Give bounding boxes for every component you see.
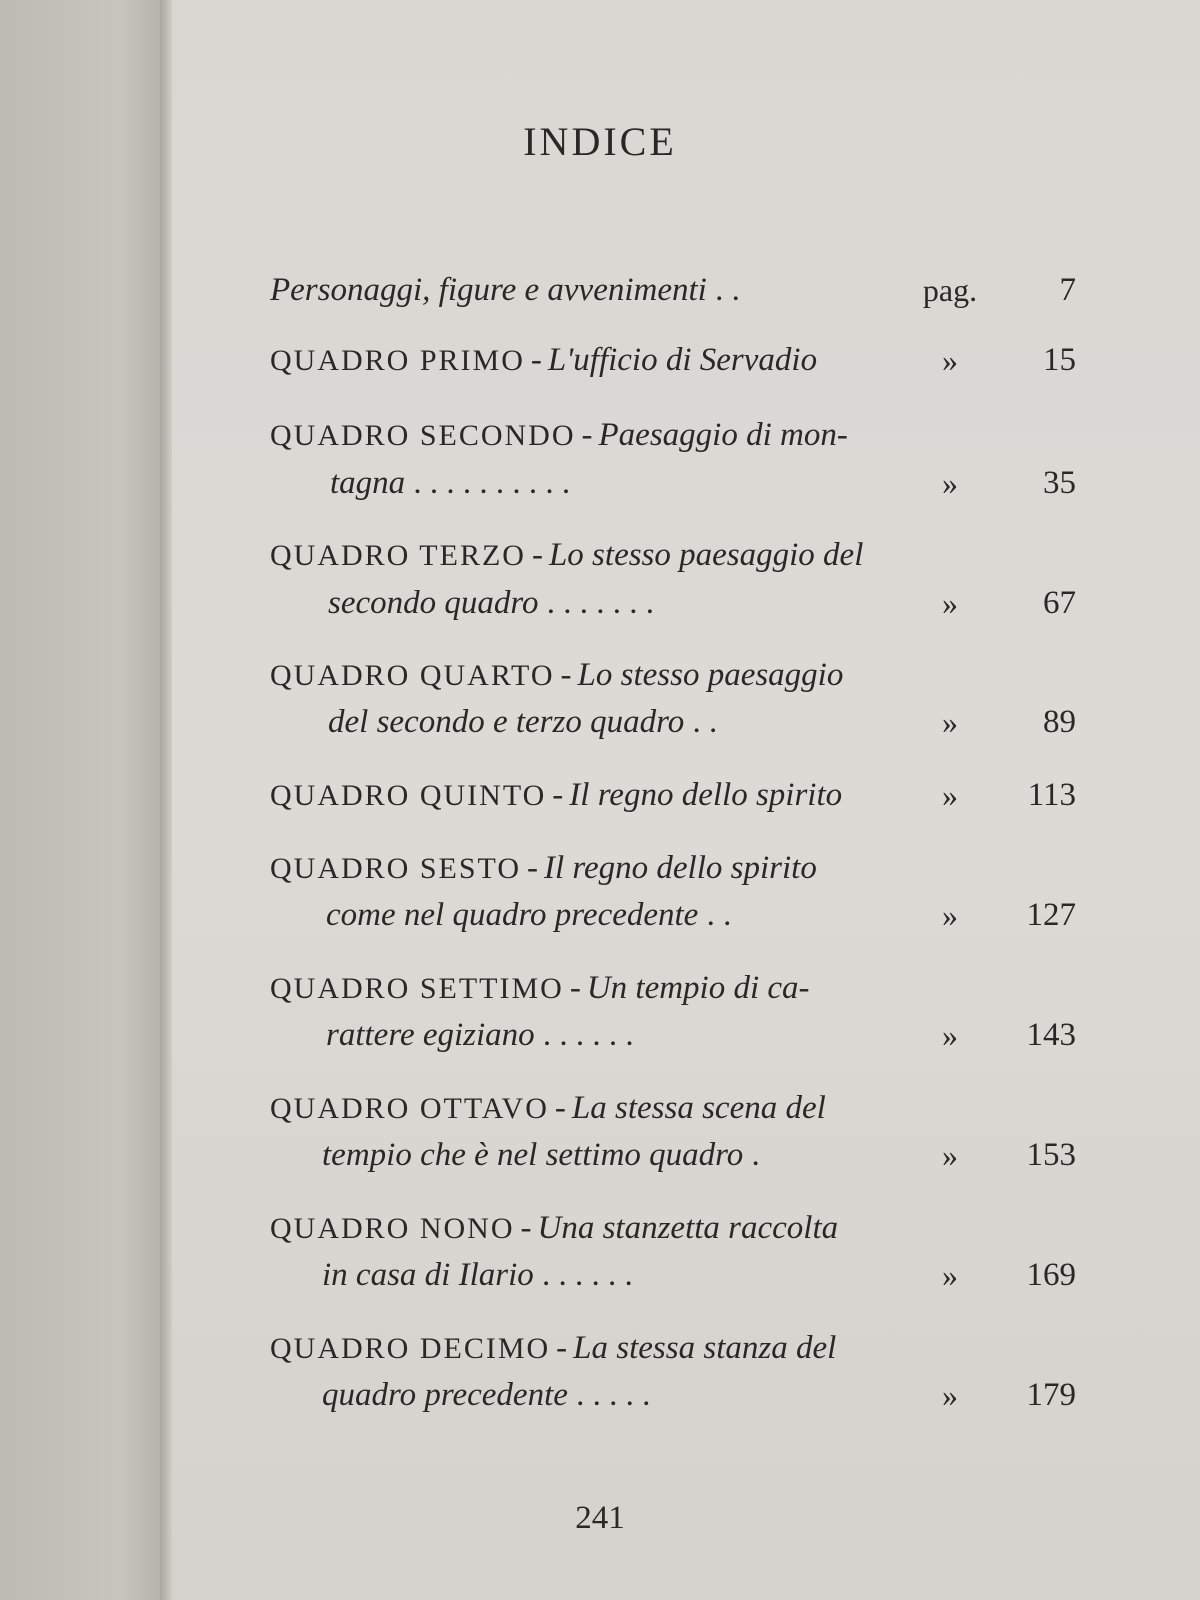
toc-entry-10-line2 — [322, 1370, 880, 1420]
pag-label: pag. — [922, 272, 978, 308]
toc-entry-9-line2 — [322, 1250, 880, 1300]
toc-entry-6-line2 — [326, 890, 880, 940]
toc-entry-3-line1 — [270, 530, 880, 580]
entry-dash: - — [581, 417, 593, 453]
entry-7-page-number: 143 — [1026, 1017, 1076, 1053]
entry-label: QUADRO QUINTO — [270, 779, 547, 812]
toc-entry-9-line1 — [270, 1203, 880, 1253]
entry-dash: - — [556, 1330, 568, 1366]
entry-dots: . . . . . . — [534, 1017, 634, 1053]
entry-dots: . . . . . . — [533, 1257, 633, 1293]
entry-2-page-number: 35 — [1043, 465, 1076, 501]
entry-label: QUADRO PRIMO — [270, 344, 525, 377]
toc-entry-3-line2 — [328, 578, 880, 628]
entry-title-line2: rattere egiziano — [326, 1017, 535, 1053]
entry-title-line1: Il regno dello spirito — [569, 777, 843, 813]
toc-entry-2-line1 — [270, 410, 880, 460]
page-title: INDICE — [523, 119, 677, 164]
entry-dash: - — [569, 970, 581, 1006]
entry-dash: - — [560, 657, 572, 693]
entry-label: QUADRO SESTO — [270, 852, 521, 885]
entry-title-line1: Paesaggio di mon- — [598, 417, 848, 453]
entry-title-line1: Il regno dello spirito — [543, 850, 817, 886]
entry-1-ditto: » — [942, 342, 958, 378]
entry-dash: - — [531, 537, 543, 573]
entry-title-line2: tempio che è nel settimo quadro — [322, 1137, 744, 1173]
entry-title-line2: quadro precedente — [322, 1377, 568, 1413]
entry-2-ditto: » — [942, 465, 958, 501]
entry-dots: . — [743, 1137, 760, 1173]
entry-6-page-number: 127 — [1026, 897, 1076, 933]
entry-dash: - — [520, 1210, 532, 1246]
entry-6-ditto: » — [942, 897, 958, 933]
entry-3-ditto: » — [942, 585, 958, 621]
entry-title-line1: Lo stesso paesaggio del — [548, 537, 864, 573]
entry-title-line2: del secondo e terzo quadro — [328, 704, 685, 740]
entry-dash: - — [554, 1090, 566, 1126]
toc-entry-2-line2 — [330, 458, 880, 508]
entry-4-page-number: 89 — [1043, 704, 1076, 740]
toc-entry-8-line2 — [322, 1130, 880, 1180]
entry-dash: - — [552, 777, 564, 813]
entry-4-ditto: » — [942, 704, 958, 740]
entry-8-page-number: 153 — [1026, 1137, 1076, 1173]
entry-title-line1: Un tempio di ca- — [586, 970, 810, 1006]
entry-dots: . . . . . . . . . . — [405, 465, 571, 501]
entry-title-line1: Lo stesso paesaggio — [577, 657, 844, 693]
entry-title-line1: La stessa scena del — [571, 1090, 826, 1126]
entry-label: QUADRO SECONDO — [270, 419, 576, 452]
entry-dots: . . — [684, 704, 718, 740]
toc-entry-6-line1 — [270, 843, 880, 893]
entry-label: QUADRO QUARTO — [270, 659, 555, 692]
toc-entry-7-line1 — [270, 963, 880, 1013]
entry-title-line2: secondo quadro — [328, 585, 539, 621]
toc-entry-4-line2 — [328, 697, 880, 747]
entry-title-line2: tagna — [330, 465, 406, 501]
entry-label: QUADRO NONO — [270, 1212, 515, 1245]
entry-label: QUADRO SETTIMO — [270, 972, 564, 1005]
entry-8-ditto: » — [942, 1137, 958, 1173]
entry-title-line1: La stessa stanza del — [573, 1330, 837, 1366]
entry-9-ditto: » — [942, 1257, 958, 1293]
entry-title-line1: Una stanzetta raccolta — [537, 1210, 839, 1246]
entry-5-ditto: » — [942, 777, 958, 813]
toc-intro-title — [270, 265, 880, 315]
entry-title-line2: in casa di Ilario — [322, 1257, 534, 1293]
intro-title-text: Personaggi, figure e avvenimenti — [270, 272, 707, 308]
entry-label: QUADRO OTTAVO — [270, 1092, 549, 1125]
entry-label: QUADRO DECIMO — [270, 1332, 551, 1365]
entry-10-ditto: » — [942, 1377, 958, 1413]
entry-label: QUADRO TERZO — [270, 539, 526, 572]
toc-entry-10-line1 — [270, 1323, 880, 1373]
entry-dots: . . — [698, 897, 732, 933]
entry-title-line1: L'ufficio di Servadio — [547, 342, 818, 378]
entry-title-line2: come nel quadro precedente — [326, 897, 699, 933]
entry-9-page-number: 169 — [1026, 1257, 1076, 1293]
folio-page-number: 241 — [575, 1500, 625, 1536]
entry-7-ditto: » — [942, 1017, 958, 1053]
toc-entry-8-line1 — [270, 1083, 880, 1133]
toc-entry-7-line2 — [326, 1010, 880, 1060]
entry-5-page-number: 113 — [1027, 777, 1076, 813]
entry-dash: - — [526, 850, 538, 886]
entry-1-page-number: 15 — [1043, 342, 1076, 378]
intro-dots: . . — [706, 272, 740, 308]
toc-entry-5-line1 — [270, 770, 880, 820]
entry-dots: . . . . . — [567, 1377, 651, 1413]
entry-3-page-number: 67 — [1043, 585, 1076, 621]
toc-entry-1-line1 — [270, 335, 880, 385]
entry-10-page-number: 179 — [1026, 1377, 1076, 1413]
left-page-edge — [0, 0, 170, 1600]
entry-dots: . . . . . . . — [538, 585, 655, 621]
intro-page-number: 7 — [1059, 272, 1076, 308]
toc-entry-4-line1 — [270, 650, 880, 700]
entry-dash: - — [530, 342, 542, 378]
